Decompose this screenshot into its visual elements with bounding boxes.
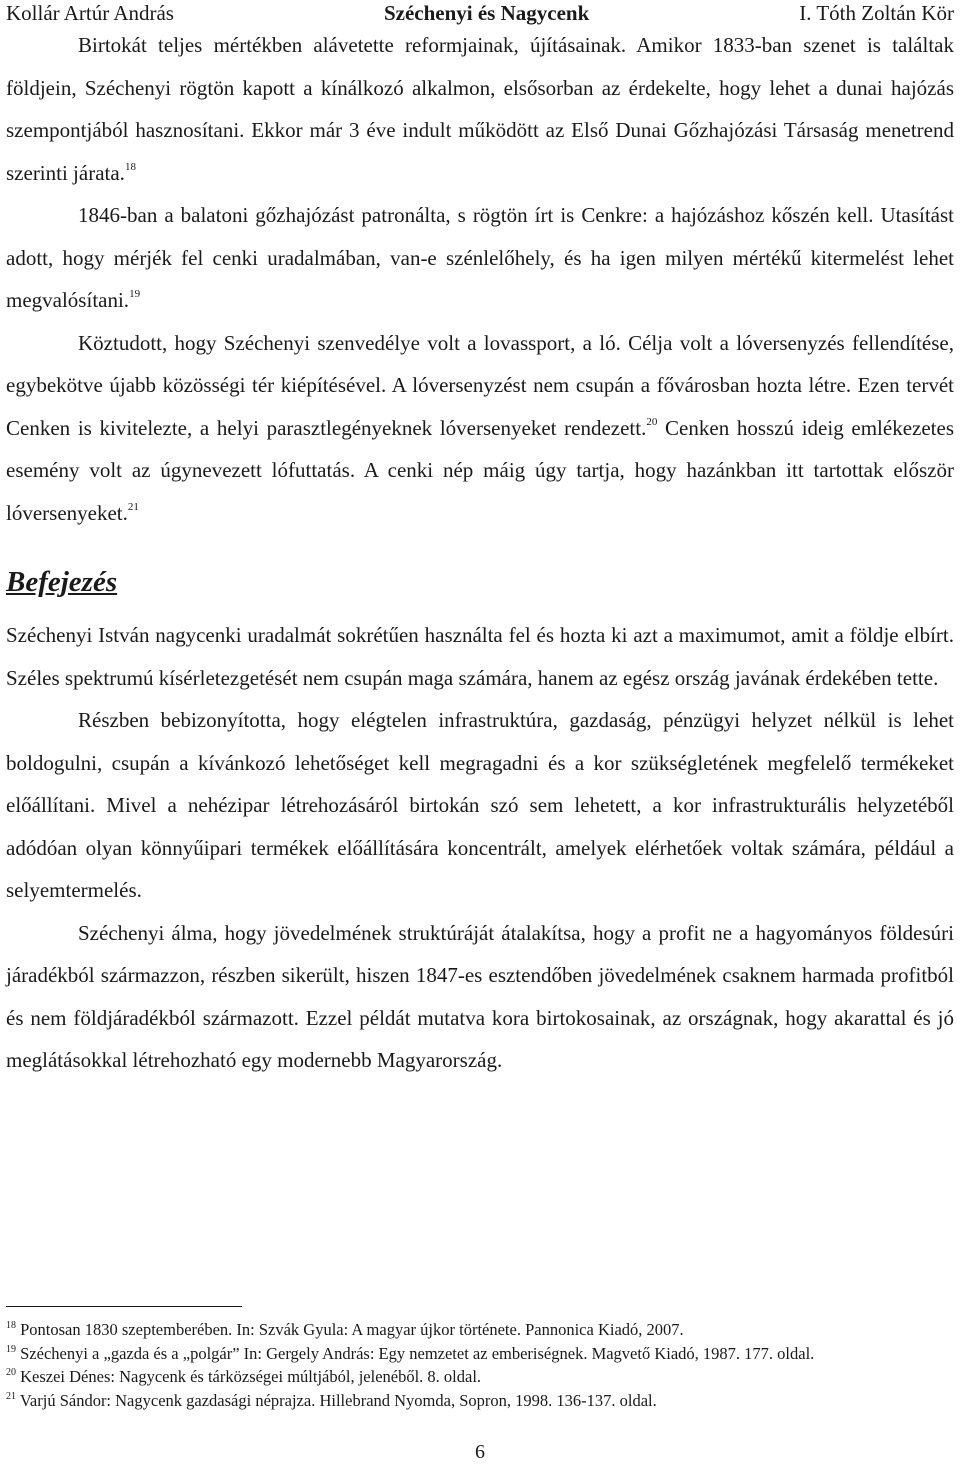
paragraph-3-text-b: Cenken hosszú ideig emlékezetes esemény volt az úgynevezett lófuttatás. A cenki nép máig úgy tartja, hogy hazánkban itt tartottak először lóversenyeket.: [6, 415, 954, 525]
paragraph-3: [6, 322, 954, 535]
footnote-ref-19[interactable]: 19: [129, 288, 141, 300]
paragraph-1-text: Birtokát teljes mértékben alávetette reformjainak, újításainak. Amikor 1833-ban szenet is találtak földjein, Széchenyi rögtön kapott a kínálkozó alkalmon, elsősorban az érdekelte, hogy lehet a dunai hajózás szempontjából hasznosítani. Ekkor már 3 éve indult működött az Első Dunai Gőzhajózási Társaság menetrend szerinti járata.: [6, 33, 954, 185]
footnote-19: [6, 1342, 954, 1366]
paragraph-2: [6, 194, 954, 322]
header-title: Széchenyi és Nagycenk: [383, 1, 590, 25]
footnote-text: Varjú Sándor: Nagycenk gazdasági néprajza. Hillebrand Nyomda, Sopron, 1998. 136-137. oldal.: [19, 1390, 657, 1410]
paragraph-1: [6, 24, 954, 194]
footnote-text: Pontosan 1830 szeptemberében. In: Szvák Gyula: A magyar újkor története. Pannonica Kiadó, 2007.: [20, 1320, 684, 1339]
footnotes: [6, 1318, 954, 1412]
paragraph-5: Részben bebizonyította, hogy elégtelen infrastruktúra, gazdaság, pénzügyi helyzet nélkül is lehet boldogulni, csupán a kívánkozó lehetőséget kell megragadni és a kor szükségletének megfelelő termékeket előállítani. Mivel a nehézipar létrehozásáról birtokán szó sem lehetett, a kor infrastrukturális helyzetéből adódóan olyan könnyűipari termékek előállítására koncentrált, amelyek elérhetőek voltak számára, például a selyemtermelés.: [6, 708, 954, 902]
footnote-number: 19: [6, 1343, 16, 1355]
footnote-number: 21: [6, 1390, 16, 1402]
page-number: 6: [475, 1441, 485, 1463]
footnote-number: 18: [6, 1320, 16, 1331]
section-heading: Befejezés: [6, 566, 118, 598]
main-text: [6, 24, 954, 1082]
footnote-text: Széchenyi a „gazda és a „polgár” In: Gergely András: Egy nemzetet az emberiségnek. Magvető Kiadó, 1987. 177. oldal.: [20, 1343, 815, 1363]
footnote-18: [6, 1318, 954, 1342]
footnote-number: 20: [6, 1367, 16, 1378]
footnote-ref-21[interactable]: 21: [127, 500, 139, 513]
footnote-20: [6, 1365, 954, 1389]
footnote-separator: [6, 1306, 242, 1307]
footnote-ref-20[interactable]: 20: [646, 415, 658, 428]
paragraph-6: Széchenyi álma, hogy jövedelmének struktúráját átalakítsa, hogy a profit ne a hagyományos földesúri járadékból származzon, részben sikerült, hiszen 1847-es esztendőben jövedelmének csaknem harmada profitból és nem földjáradékból származott. Ezzel példát mutatva kora birtokosainak, az országnak, hogy akarattal és jó meglátásokkal létrehozható egy modernebb Magyarország.: [6, 920, 954, 1072]
paragraph-3-text-a: Köztudott, hogy Széchenyi szenvedélye volt a lovassport, a ló. Célja volt a lóversenyzés fellendítése, egybekötve újabb közösségi tér kiépítésével. A lóversenyzést nem csupán a fővárosban hozta létre. Ezen tervét Cenken is kivitelezte, a helyi parasztlegényeknek lóversenyeket rendezett.: [6, 330, 954, 440]
header-author: Kollár Artúr András: [6, 1, 174, 25]
running-header: [6, 0, 954, 26]
footnote-ref-18[interactable]: 18: [124, 160, 136, 173]
paragraph-2-text: 1846-ban a balatoni gőzhajózást patronálta, s rögtön írt is Cenkre: a hajózáshoz kőszén kell. Utasítást adott, hogy mérjék fel cenki uradalmában, van-e szénlelőhely, és ha igen milyen mértékű kitermelést lehet megvalósítani.: [6, 203, 954, 312]
footnote-21: [6, 1389, 954, 1413]
footnote-text: Keszei Dénes: Nagycenk és tárközségei múltjából, jelenéből. 8. oldal.: [20, 1367, 482, 1386]
paragraph-4: Széchenyi István nagycenki uradalmát sokrétűen használta fel és hozta ki azt a maximumot, amit a földje elbírt. Széles spektrumú kísérletezgetését nem csupán maga számára, hanem az egész ország javának érdekében tette.: [6, 623, 954, 690]
header-organization: I. Tóth Zoltán Kör: [799, 1, 954, 25]
